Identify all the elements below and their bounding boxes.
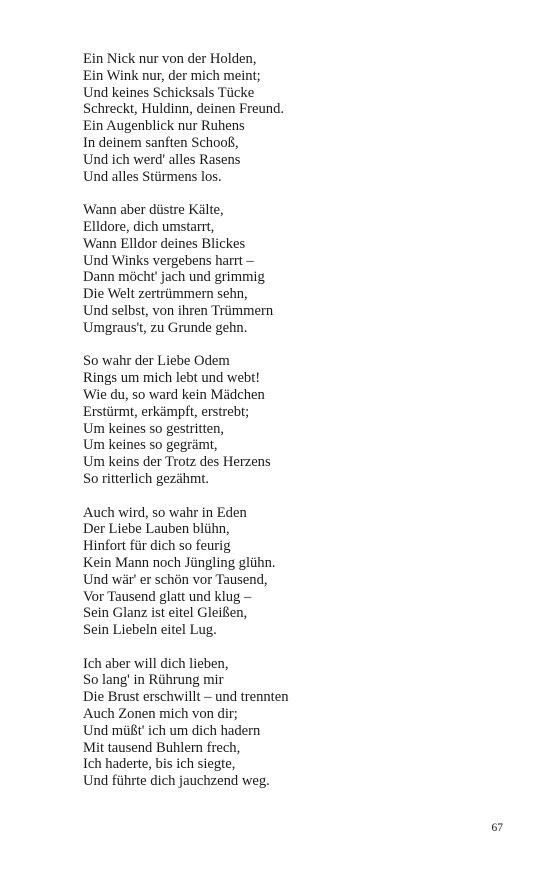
poem-line: Und selbst, von ihren Trümmern xyxy=(83,302,274,319)
stanza-1 xyxy=(83,51,503,185)
poem-line: So ritterlich gezähmt. xyxy=(83,470,210,487)
stanza-3 xyxy=(83,353,503,487)
poem-line: Umgraus't, zu Grunde gehn. xyxy=(83,319,248,336)
poem-body xyxy=(83,51,503,807)
poem-line: Sein Liebeln eitel Lug. xyxy=(83,622,217,639)
poem-line: Und keines Schicksals Tücke xyxy=(83,84,255,101)
poem-line: Hinfort für dich so feurig xyxy=(83,538,231,555)
stanza-5 xyxy=(83,656,503,790)
poem-line: Sein Glanz ist eitel Gleißen, xyxy=(83,605,248,622)
poem-line: So wahr der Liebe Odem xyxy=(83,353,230,370)
poem-line: Die Welt zertrümmern sehn, xyxy=(83,286,248,303)
poem-line: Mit tausend Buhlern frech, xyxy=(83,739,241,756)
poem-line: In deinem sanften Schooß, xyxy=(83,134,239,151)
poem-line: Elldore, dich umstarrt, xyxy=(83,218,215,235)
poem-line: Um keines so gegrämt, xyxy=(83,437,218,454)
poem-line: Wie du, so ward kein Mädchen xyxy=(83,386,265,403)
poem-line: Ich aber will dich lieben, xyxy=(83,655,229,672)
poem-line: Vor Tausend glatt und klug – xyxy=(83,588,252,605)
poem-line: Und müßt' ich um dich hadern xyxy=(83,722,261,739)
poem-line: Kein Mann noch Jüngling glühn. xyxy=(83,554,276,571)
poem-line: Die Brust erschwillt – und trennten xyxy=(83,689,289,706)
stanza-2 xyxy=(83,202,503,336)
poem-line: Ein Nick nur von der Holden, xyxy=(83,51,257,67)
poem-line: Ein Wink nur, der mich meint; xyxy=(83,67,261,84)
poem-line: Um keines so gestritten, xyxy=(83,420,225,437)
poem-line: Schreckt, Huldinn, deinen Freund. xyxy=(83,101,285,118)
stanza-4 xyxy=(83,505,503,639)
poem-line: Der Liebe Lauben blühn, xyxy=(83,521,230,538)
poem-line: Auch Zonen mich von dir; xyxy=(83,706,238,723)
poem-line: Ich haderte, bis ich siegte, xyxy=(83,756,236,773)
poem-line: Und wär' er schön vor Tausend, xyxy=(83,571,268,588)
poem-line: Auch wird, so wahr in Eden xyxy=(83,504,247,521)
poem-line: Und Winks vergebens harrt – xyxy=(83,252,254,269)
poem-line: Und ich werd' alles Rasens xyxy=(83,151,241,168)
poem-line: Und führte dich jauchzend weg. xyxy=(83,773,270,790)
poem-line: So lang' in Rührung mir xyxy=(83,672,224,689)
page-number: 67 xyxy=(491,822,503,834)
poem-line: Und alles Stürmens los. xyxy=(83,168,222,185)
poem-line: Wann aber düstre Kälte, xyxy=(83,202,224,219)
poem-line: Rings um mich lebt und webt! xyxy=(83,370,261,387)
poem-line: Erstürmt, erkämpft, erstrebt; xyxy=(83,403,250,420)
poem-line: Wann Elldor deines Blickes xyxy=(83,235,246,252)
poem-line: Dann möcht' jach und grimmig xyxy=(83,269,265,286)
poem-line: Um keins der Trotz des Herzens xyxy=(83,454,271,471)
poem-line: Ein Augenblick nur Ruhens xyxy=(83,118,245,135)
